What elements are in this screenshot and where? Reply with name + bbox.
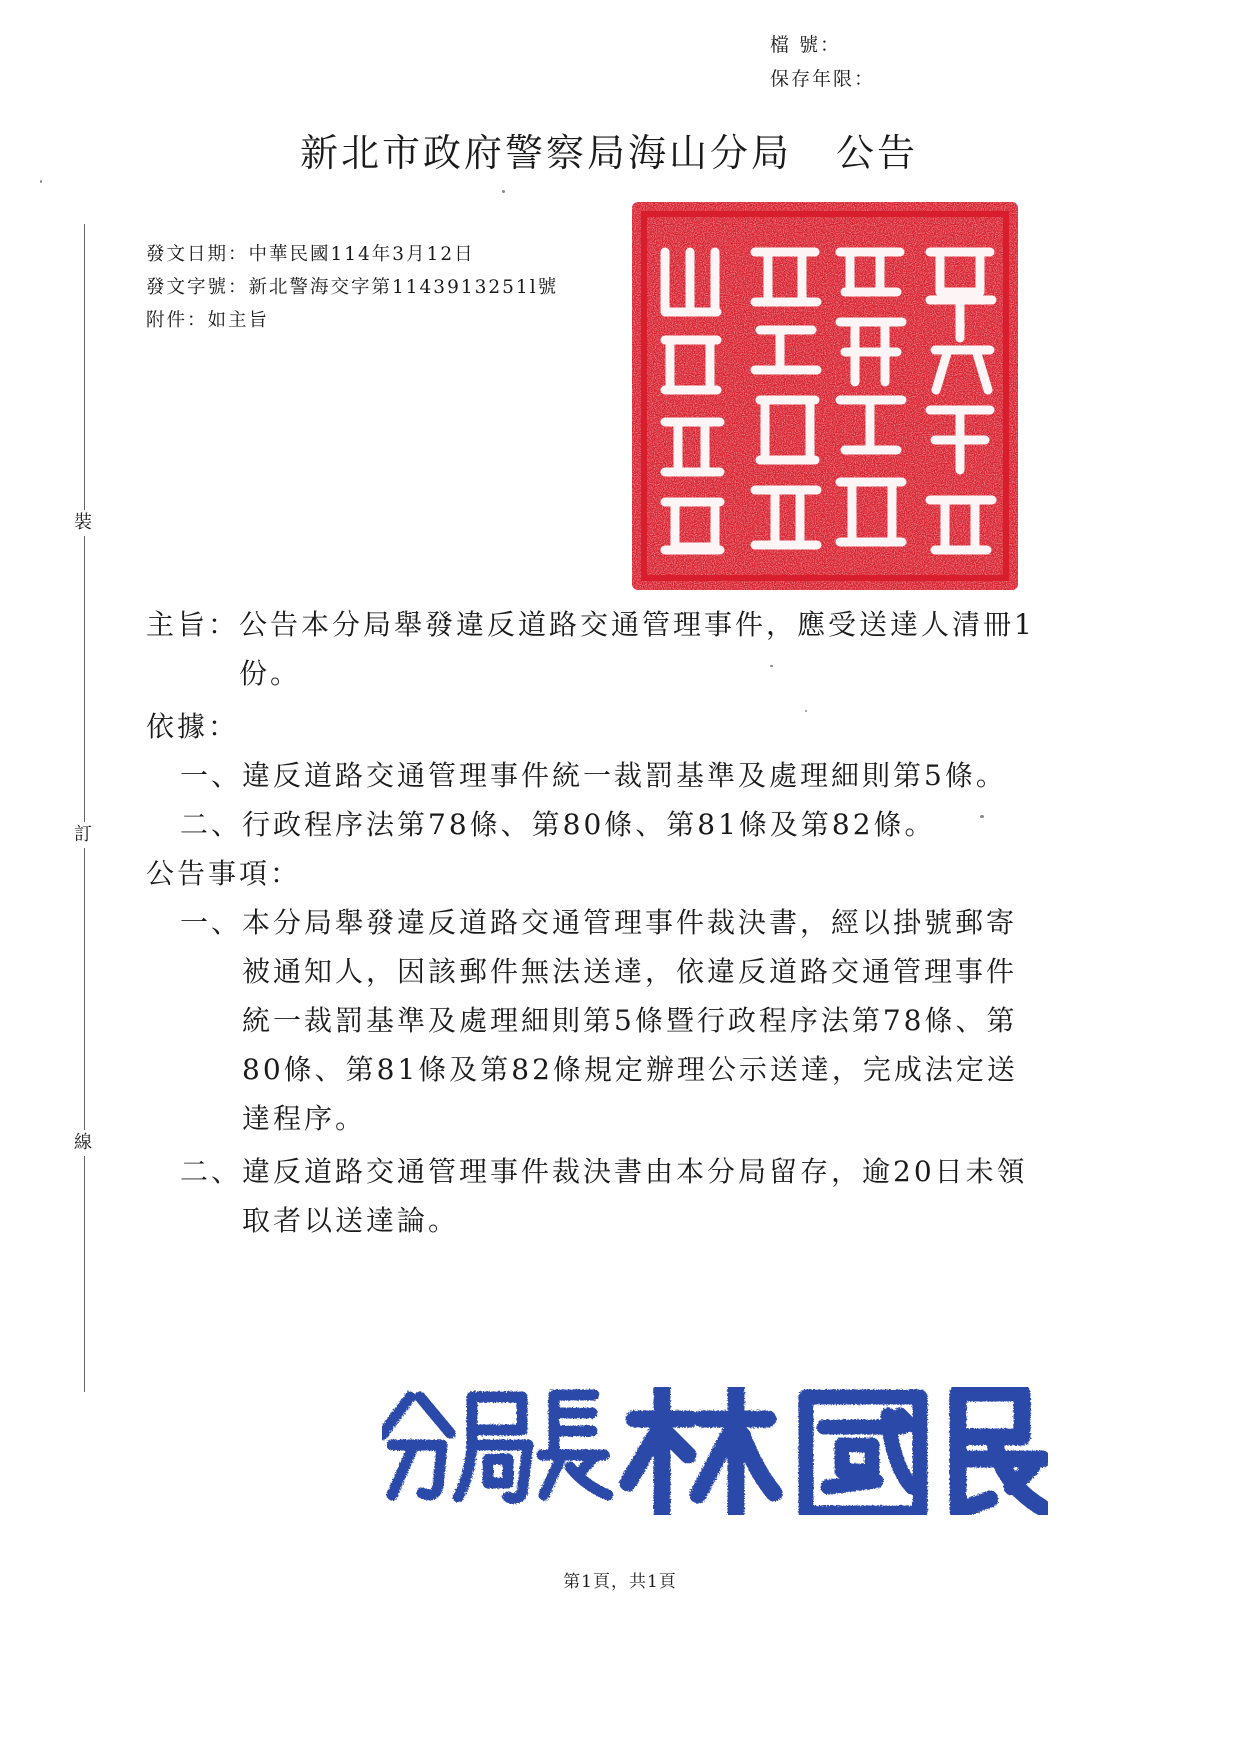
scan-speck	[770, 665, 773, 667]
basis-item-number: 二、	[180, 808, 243, 841]
agency-name: 新北市政府警察局海山分局	[300, 131, 793, 175]
page-number: 第1頁，共1頁	[563, 1572, 677, 1592]
basis-item	[146, 751, 1046, 800]
scan-speck	[502, 190, 505, 193]
retention-label: 保存年限：	[770, 68, 876, 90]
issue-date: 發文日期：中華民國114年3月12日	[146, 244, 475, 265]
notice-item-text: 違反道路交通管理事件裁決書由本分局留存，逾20日未領取者以送達論。	[242, 1155, 1028, 1237]
document-body	[146, 600, 1046, 1245]
basis-item	[146, 800, 1046, 849]
binding-mark-ding: 訂	[74, 822, 92, 848]
file-number-label: 檔 號：	[770, 34, 842, 56]
basis-label: 依據：	[146, 710, 240, 743]
subject-label: 主旨：	[146, 608, 240, 641]
basis-item-number: 一、	[180, 759, 243, 792]
page-title	[300, 122, 918, 177]
notice-item-number: 一、	[180, 906, 243, 939]
subject-paragraph	[146, 600, 1046, 698]
notice-item-text: 本分局舉發違反道路交通管理事件裁決書，經以掛號郵寄被通知人，因該郵件無法送達，依違反道路交通管理事件統一裁罰基準及處理細則第5條暨行政程序法第78條、第80條、第81條及第82條規定辦理公示送達，完成法定送達程序。	[242, 906, 1018, 1135]
notice-item	[146, 1147, 1046, 1245]
binding-line	[84, 224, 85, 1392]
binding-mark-zhuang: 裝	[74, 510, 92, 536]
notice-item-number: 二、	[180, 1155, 243, 1188]
file-info	[770, 28, 875, 96]
notice-item	[146, 898, 1046, 1143]
issue-number: 發文字號：新北警海交字第1143913251l號	[146, 277, 559, 298]
scan-speck	[40, 180, 42, 183]
subject-text: 公告本分局舉發違反道路交通管理事件，應受送達人清冊1份。	[239, 608, 1035, 690]
basis-item-text: 違反道路交通管理事件統一裁罰基準及處理細則第5條。	[242, 759, 1007, 792]
doc-type: 公告	[836, 131, 919, 175]
attachment: 附件：如主旨	[146, 310, 270, 331]
notice-label: 公告事項：	[146, 857, 302, 890]
binding-mark-xian: 線	[74, 1130, 92, 1156]
scan-speck	[805, 710, 807, 712]
issue-info	[146, 238, 558, 337]
signature-stamp-icon	[372, 1375, 1060, 1525]
official-seal-icon	[630, 200, 1020, 592]
basis-item-text: 行政程序法第78條、第80條、第81條及第82條。	[242, 808, 936, 841]
scan-speck	[980, 815, 984, 818]
